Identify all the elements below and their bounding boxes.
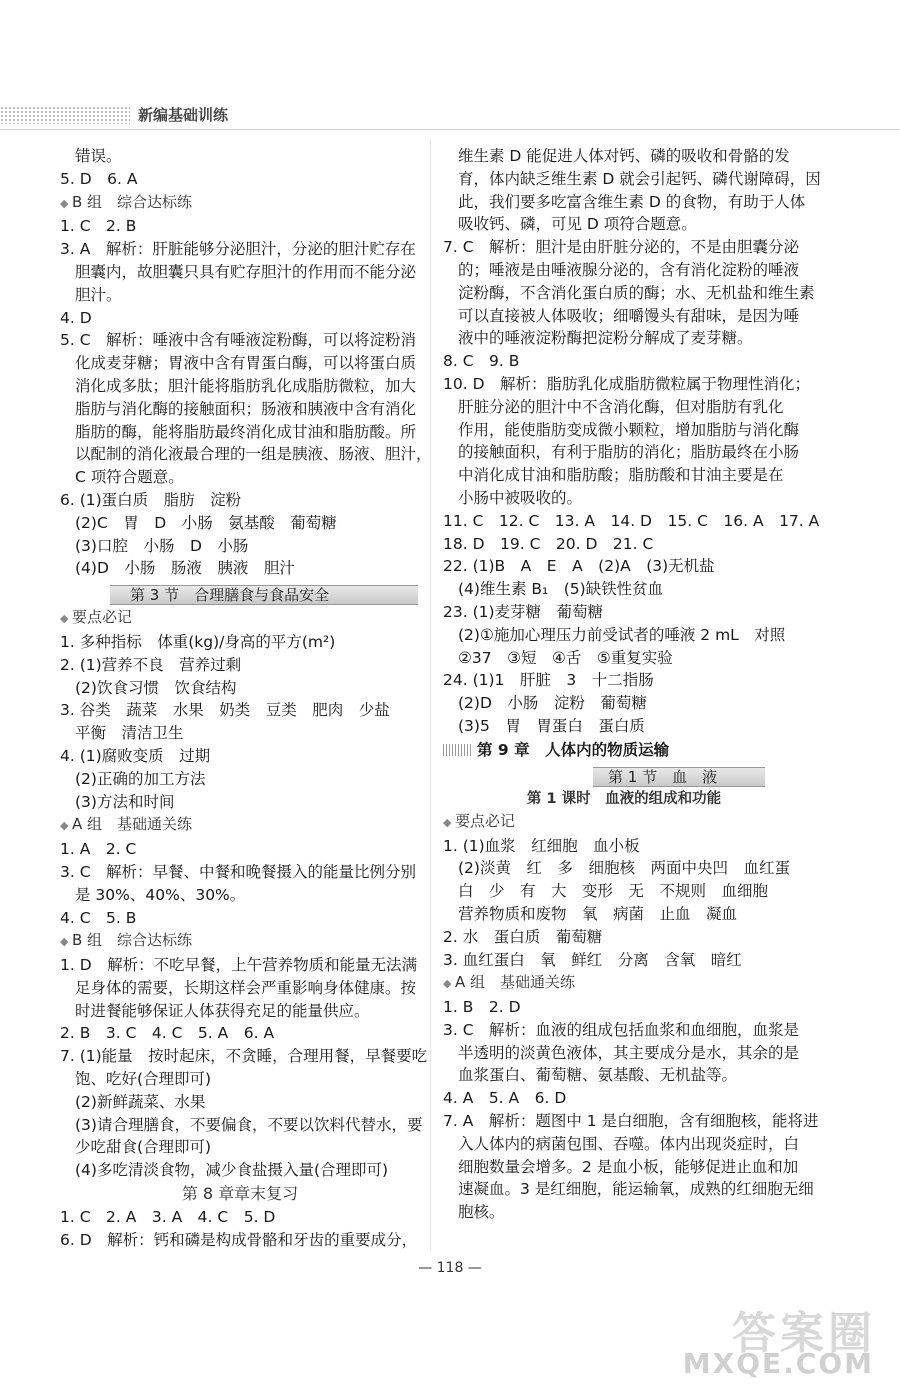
answer-line: 可以直接被人体吸收；细嚼馒头有甜味，是因为唾 <box>458 306 800 325</box>
header-dot-pattern <box>0 106 130 124</box>
answer-line: 1. A 2. C <box>60 840 137 859</box>
answer-line: 维生素 D 能促进人体对钙、磷的吸收和骨骼的发 <box>458 147 790 165</box>
answer-line: 育，体内缺乏维生素 D 就会引起钙、磷代谢障碍，因 <box>458 169 821 188</box>
page-header <box>0 102 260 128</box>
answer-line: 10. D 解析：脂肪乳化成脂肪微粒属于物理性消化； <box>443 374 811 393</box>
answer-line: (4)多吃清淡食物，减少食盐摄入量(合理即可) <box>75 1161 389 1180</box>
group-heading <box>443 810 805 835</box>
answer-line: (3)5 胃 胃蛋白 蛋白质 <box>458 716 645 735</box>
answer-line: 化成麦芽糖；胃液中含有胃蛋白酶，可以将蛋白质 <box>75 354 417 373</box>
answer-line: 24. (1)1 肝脏 3 十二指肠 <box>443 671 654 690</box>
answer-line: 足身体的需要，长期这样会严重影响身体健康。按 <box>75 978 417 997</box>
answer-line: 3. C 解析：血液的组成包括血浆和血细胞，血浆是 <box>443 1020 800 1039</box>
answer-line: 1. C 2. B <box>60 217 137 236</box>
answer-line: 消化成多肽；胆汁能将脂肪乳化成脂肪微粒，加大 <box>75 376 417 395</box>
answer-line: (4)D 小肠 肠液 胰液 胆汁 <box>75 559 295 578</box>
answer-line: 时进餐能够保证人体获得充足的能量供应。 <box>75 1001 370 1020</box>
answer-line: (4)维生素 B₁ (5)缺铁性贫血 <box>458 580 664 599</box>
watermark-line2: MXQE.COM <box>682 1347 874 1380</box>
answer-line: (2)C 胃 D 小肠 氨基酸 葡萄糖 <box>75 513 337 532</box>
group-heading-text: A 组 基础通关练 <box>71 815 192 834</box>
group-heading <box>60 929 420 954</box>
left-column <box>60 145 432 1252</box>
answer-line: 6. (1)蛋白质 脂肪 淀粉 <box>60 490 242 509</box>
answer-line: (2)①施加心理压力前受试者的唾液 2 mL 对照 <box>458 625 786 644</box>
right-column <box>443 145 821 1224</box>
answer-line: 平衡 清洁卫生 <box>75 724 184 743</box>
answer-line: 6. D 解析：钙和磷是构成骨骼和牙齿的重要成分， <box>60 1230 418 1249</box>
answer-line: 3. 谷类 蔬菜 水果 奶类 豆类 肥肉 少盐 <box>60 701 390 720</box>
answer-line: 18. D 19. C 20. D 21. C <box>443 534 654 553</box>
answer-line: 是 30%、40%、30%。 <box>75 885 246 904</box>
answer-line: 血浆蛋白、葡萄糖、氨基酸、无机盐等。 <box>458 1066 738 1085</box>
answer-line: 半透明的淡黄色液体，其主要成分是水，其余的是 <box>458 1043 800 1062</box>
answer-line: 淀粉酶，不含消化蛋白质的酶；水、无机盐和维生素 <box>458 283 815 302</box>
answer-line: (2)新鲜蔬菜、水果 <box>75 1092 206 1111</box>
chapter-heading <box>443 738 805 762</box>
answer-line: 11. C 12. C 13. A 14. D 15. C 16. A 17. A <box>443 511 820 530</box>
answer-line: 7. A 解析：题图中 1 是白细胞，含有细胞核，能将进 <box>443 1112 819 1131</box>
answer-line: 22. (1)B A E A (2)A (3)无机盐 <box>443 557 715 576</box>
answer-line: 4. A 5. A 6. D <box>443 1089 567 1108</box>
answer-line: (3)请合理膳食，不要偏食，不要以饮料代替水，要 <box>75 1115 423 1134</box>
diamond-icon: ◆ <box>60 819 72 833</box>
answer-line: (2)D 小肠 淀粉 葡萄糖 <box>458 694 647 713</box>
answer-line: 错误。 <box>75 147 122 165</box>
page-number: — 118 — <box>418 1260 482 1276</box>
answer-line: (2)正确的加工方法 <box>75 769 206 788</box>
answer-line: 8. C 9. B <box>443 352 520 371</box>
answer-line: (2)饮食习惯 饮食结构 <box>75 678 237 697</box>
column-divider <box>430 140 431 1250</box>
answer-line: 饱、吃好(合理即可) <box>75 1070 212 1089</box>
group-heading-text: A 组 基础通关练 <box>454 973 575 992</box>
answer-line: 入人体内的病菌包围、吞噬。体内出现炎症时，白 <box>458 1134 800 1153</box>
answer-line: 7. C 解析：胆汁是由肝脏分泌的，不是由胆囊分泌 <box>443 238 800 257</box>
answer-line: 的；唾液是由唾液腺分泌的，含有消化淀粉的唾液 <box>458 260 800 279</box>
banner-text: 第 3 节 合理膳食与食品安全 <box>130 586 330 605</box>
banner-text: 第 1 节 血 液 <box>608 767 718 786</box>
header-rule <box>0 129 900 130</box>
answer-line: 5. C 解析：唾液中含有唾液淀粉酶，可以将淀粉消 <box>60 331 417 350</box>
group-heading <box>60 813 420 838</box>
answer-line: 吸收钙、磷，可见 D 项符合题意。 <box>458 215 697 234</box>
answer-line: 白 少 有 大 变形 无 不规则 血细胞 <box>458 882 769 901</box>
section-banner <box>443 764 805 786</box>
watermark-logo <box>670 1297 880 1382</box>
group-heading-text: B 组 综合达标练 <box>71 192 193 211</box>
answer-line: 2. 水 蛋白质 葡萄糖 <box>443 927 603 946</box>
answer-line: 4. C 5. B <box>60 908 137 927</box>
lesson-subtitle: 第 1 课时 血液的组成和功能 <box>526 790 722 807</box>
answer-line: 1. (1)血浆 红细胞 血小板 <box>443 836 640 855</box>
group-heading <box>60 191 420 216</box>
answer-line: 胆囊内，故胆囊只具有贮存胆汁的作用而不能分泌 <box>75 262 417 281</box>
diamond-icon: ◆ <box>60 935 72 949</box>
answer-line: 少吃甜食(合理即可) <box>75 1138 212 1157</box>
answer-line: 此，我们要多吃富含维生素 D 的食物，有助于人体 <box>458 192 806 211</box>
answer-line: 的接触面积，有利于脂肪的消化；脂肪最终在小肠 <box>458 443 800 462</box>
answer-line: (3)方法和时间 <box>75 792 175 811</box>
answer-line: 速凝血。3 是红细胞，能运输氧，成熟的红细胞无细 <box>458 1180 814 1199</box>
answer-line: 23. (1)麦芽糖 葡萄糖 <box>443 602 604 621</box>
answer-line: 液中的唾液淀粉酶把淀粉分解成了麦芽糖。 <box>458 329 753 348</box>
answer-line: 中消化成甘油和脂肪酸；脂肪酸和甘油主要是在 <box>458 466 784 485</box>
diamond-icon: ◆ <box>60 196 72 210</box>
answer-line: 1. B 2. D <box>443 998 521 1017</box>
answer-line: 4. D <box>60 308 92 327</box>
chapter-heading-text: 第 9 章 人体内的物质运输 <box>477 740 670 759</box>
group-heading <box>60 606 420 631</box>
answer-line: 3. C 解析：早餐、中餐和晚餐摄入的能量比例分别 <box>60 862 417 881</box>
diamond-icon: ◆ <box>443 977 455 991</box>
chapter-marker-icon <box>443 744 473 756</box>
group-heading-text: B 组 综合达标练 <box>71 931 193 950</box>
answer-line: 1. D 解析：不吃早餐，上午营养物质和能量无法满 <box>60 956 418 975</box>
group-heading <box>443 971 805 996</box>
group-heading-text: 要点必记 <box>71 608 132 627</box>
answer-line: 小肠中被吸收的。 <box>458 488 583 507</box>
answer-line: 胞核。 <box>458 1203 505 1222</box>
answer-line: ②37 ③短 ④舌 ⑤重复实验 <box>458 648 673 667</box>
answer-line: 5. D 6. A <box>60 169 138 188</box>
answer-line: 1. C 2. A 3. A 4. C 5. D <box>60 1208 276 1227</box>
header-title: 新编基础训练 <box>138 106 229 124</box>
answer-line: 2. (1)营养不良 营养过剩 <box>60 655 242 674</box>
section-banner <box>60 582 420 604</box>
answer-line: (2)淡黄 红 多 细胞核 两面中央凹 血红蛋 <box>458 859 790 878</box>
answer-line: 2. B 3. C 4. C 5. A 6. A <box>60 1024 275 1043</box>
group-heading-text: 要点必记 <box>454 811 515 830</box>
diamond-icon: ◆ <box>443 815 455 829</box>
answer-line: 3. 血红蛋白 氧 鲜红 分离 含氧 暗红 <box>443 950 742 969</box>
answer-line: 3. A 解析：肝脏能够分泌胆汁，分泌的胆汁贮存在 <box>60 240 416 259</box>
watermark-line1: 答案圈 <box>732 1308 876 1359</box>
answer-line: 1. 多种指标 体重(kg)/身高的平方(m²) <box>60 632 336 651</box>
answer-line: 胆汁。 <box>75 285 122 304</box>
answer-line: (3)口腔 小肠 D 小肠 <box>75 536 249 555</box>
answer-line: 7. (1)能量 按时起床，不贪睡，合理用餐，早餐要吃 <box>60 1047 428 1066</box>
answer-line: 以配制的消化液最合理的一组是胰液、肠液、胆汁， <box>75 445 432 464</box>
answer-line: 细胞数量会增多。2 是血小板，能够促进止血和加 <box>458 1157 799 1176</box>
answer-line: 营养物质和废物 氧 病菌 止血 凝血 <box>458 904 738 923</box>
answer-line: 作用，能使脂肪变成微小颗粒，增加脂肪与消化酶 <box>458 420 800 439</box>
diamond-icon: ◆ <box>60 612 72 626</box>
answer-line: 脂肪与消化酶的接触面积；肠液和胰液中含有消化 <box>75 399 417 418</box>
answer-line: 4. (1)腐败变质 过期 <box>60 746 211 765</box>
chapter-review-heading: 第 8 章章末复习 <box>181 1184 299 1204</box>
answer-line: 肝脏分泌的胆汁中不含消化酶，但对脂肪有乳化 <box>458 397 784 416</box>
answer-line: 脂肪的酶，能将脂肪最终消化成甘油和脂肪酸。所 <box>75 422 417 441</box>
answer-line: C 项符合题意。 <box>75 468 184 487</box>
